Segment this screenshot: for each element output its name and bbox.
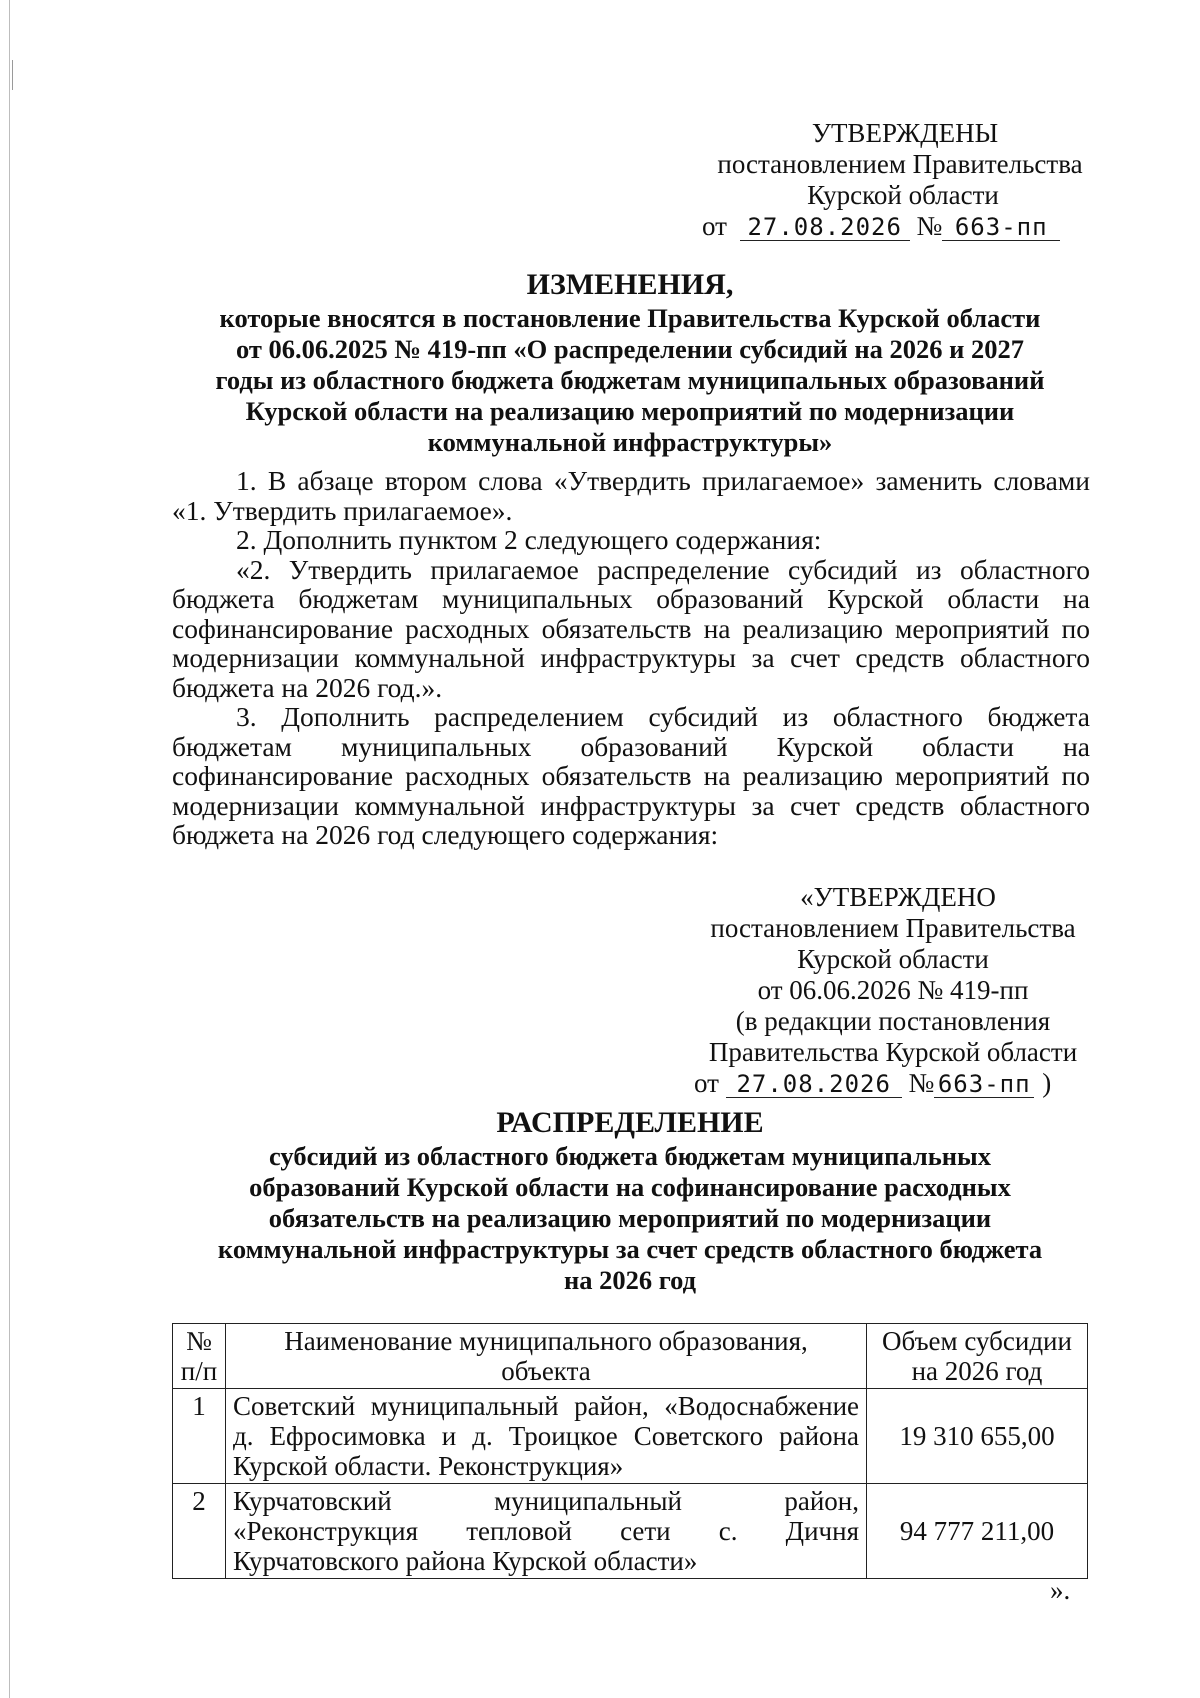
scan-edge-mark — [12, 60, 13, 90]
approval-line-1: постановлением Правительства — [717, 149, 1083, 179]
approval-date: 27.08.2026 — [740, 214, 910, 241]
header-num-line: № — [186, 1326, 212, 1356]
approval-number-sign: № — [916, 211, 943, 241]
changes-subtitle-line: от 06.06.2025 № 419-пп «О распределении субсидий на 2026 и 2027 — [235, 334, 1025, 364]
table-header-row — [173, 1324, 1088, 1389]
paragraph-4: 3. Дополнить распределением субсидий из областного бюджета бюджетам муниципальных образований Курской области на софинансирование расходных обязательств на реализацию мероприятий по модернизации коммунальной инфраструктуры за счет средств областного бюджета на 2026 год следующего содержания: — [172, 701, 1090, 850]
header-amount-line: Объем субсидии — [882, 1326, 1072, 1356]
approval2-line-3: от 06.06.2026 № 419-пп — [757, 975, 1029, 1005]
header-name-line: объекта — [501, 1356, 591, 1386]
table-row — [173, 1484, 1088, 1579]
approval2-line-4: (в редакции постановления — [735, 1006, 1051, 1036]
paragraph-1: 1. В абзаце втором слова «Утвердить прилагаемое» заменить словами «1. Утвердить прилагаемое». — [172, 465, 1090, 526]
approval2-close-paren: ) — [1042, 1068, 1052, 1098]
distribution-table — [172, 1323, 1088, 1579]
row-name: Курчатовский муниципальный район, «Реконструкция тепловой сети с. Дичня Курчатовского района Курской области» — [226, 1484, 867, 1579]
changes-subtitle-line: которые вносятся в постановление Правительства Курской области — [219, 303, 1041, 333]
header-amount — [867, 1324, 1088, 1389]
changes-subtitle-line: годы из областного бюджета бюджетам муниципальных образований — [215, 365, 1045, 395]
approval-number: 663-пп — [942, 214, 1060, 241]
approval2-heading: «УТВЕРЖДЕНО — [800, 882, 996, 912]
approval2-line-1: постановлением Правительства — [710, 913, 1076, 943]
distribution-subtitle-line: на 2026 год — [563, 1265, 697, 1295]
changes-subtitle-line: Курской области на реализацию мероприятий по модернизации — [245, 396, 1015, 426]
distribution-subtitle-line: коммунальной инфраструктуры за счет средств областного бюджета — [217, 1234, 1043, 1264]
table-row — [173, 1389, 1088, 1484]
header-amount-line: на 2026 год — [911, 1356, 1043, 1386]
approval-from-label: от — [702, 211, 727, 241]
paragraph-2: 2. Дополнить пунктом 2 следующего содержания: — [236, 524, 822, 555]
approval2-date: 27.08.2026 — [726, 1071, 902, 1098]
row-amount: 94 777 211,00 — [867, 1484, 1088, 1579]
closing-quote: ». — [1050, 1575, 1071, 1605]
approval2-line-5: Правительства Курской области — [708, 1037, 1078, 1067]
distribution-subtitle-line: обязательств на реализацию мероприятий по модернизации — [268, 1203, 992, 1233]
body-text — [172, 466, 1090, 850]
paragraph-3: «2. Утвердить прилагаемое распределение субсидий из областного бюджета бюджетам муниципальных образований Курской области на софинансирование расходных обязательств на реализацию мероприятий по модернизации коммунальной инфраструктуры за счет средств областного бюджета на 2026 год.». — [172, 553, 1090, 703]
distribution-title-block — [150, 1105, 1110, 1296]
distribution-subtitle-line: образований Курской области на софинансирование расходных — [249, 1172, 1011, 1202]
row-amount: 19 310 655,00 — [867, 1389, 1088, 1484]
row-num: 2 — [173, 1484, 226, 1579]
header-name-line: Наименование муниципального образования, — [284, 1326, 808, 1356]
changes-title: ИЗМЕНЕНИЯ, — [526, 268, 734, 301]
approval2-line-2: Курской области — [797, 944, 989, 974]
approval2-signature-row — [688, 1068, 1098, 1099]
header-num-line: п/п — [180, 1356, 218, 1386]
changes-title-block — [150, 267, 1110, 458]
distribution-subtitle-line: субсидий из областного бюджета бюджетам муниципальных — [269, 1141, 991, 1171]
approval2-from-label: от — [694, 1068, 719, 1098]
approval-heading: УТВЕРЖДЕНЫ — [811, 118, 999, 148]
approval2-number-sign: № — [908, 1068, 935, 1098]
distribution-title: РАСПРЕДЕЛЕНИЕ — [496, 1106, 764, 1139]
approval2-number: 663-пп — [934, 1071, 1034, 1098]
approval-line-2: Курской области — [807, 180, 999, 210]
approval-block-top — [700, 118, 1100, 242]
approval-block-second — [688, 882, 1098, 1099]
row-num: 1 — [173, 1389, 226, 1484]
row-name: Советский муниципальный район, «Водоснабжение д. Ефросимовка и д. Троицкое Советского района Курской области. Реконструкция» — [226, 1389, 867, 1484]
scan-edge-line — [9, 0, 10, 1698]
changes-subtitle-line: коммунальной инфраструктуры» — [427, 427, 833, 457]
approval-signature-row — [700, 211, 1100, 242]
header-name — [226, 1324, 867, 1389]
header-num — [173, 1324, 226, 1389]
